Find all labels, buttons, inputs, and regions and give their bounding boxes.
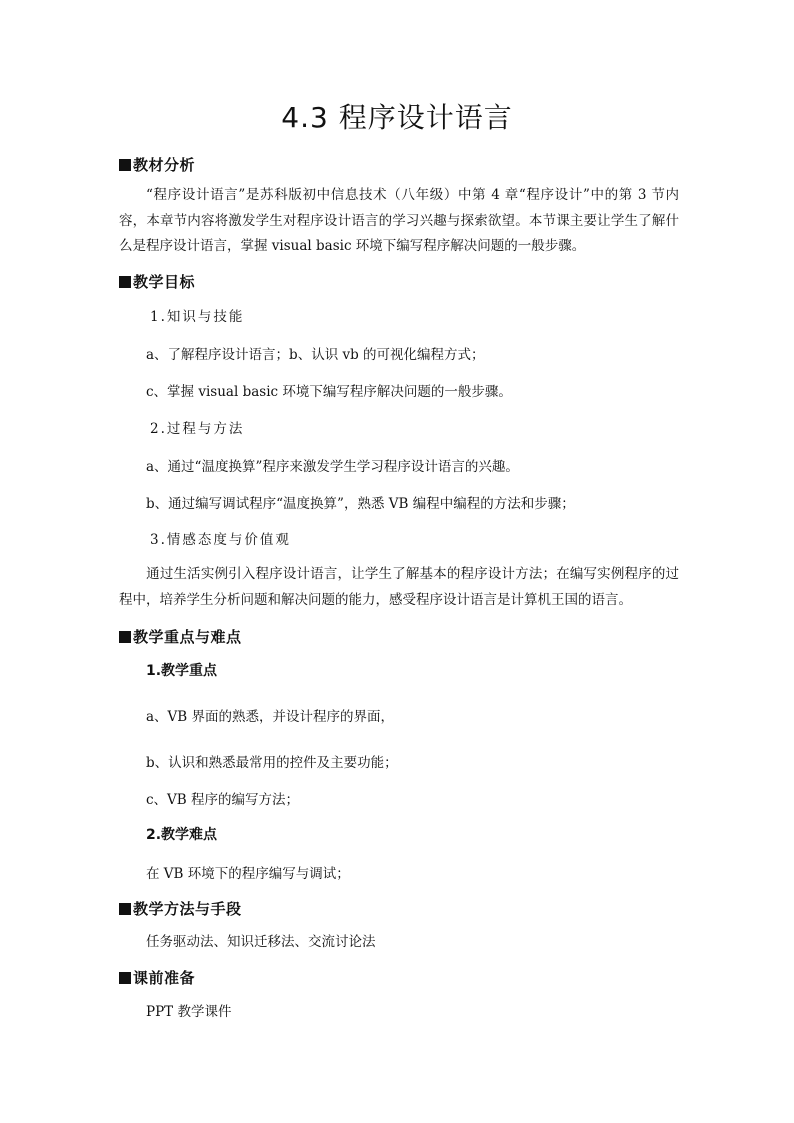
keypoints-item: b、认识和熟悉最常用的控件及主要功能； <box>146 755 398 771</box>
prep-text: PPT 教学课件 <box>146 1004 232 1020</box>
square-bullet-icon <box>119 972 131 984</box>
analysis-paragraph-text: “程序设计语言”是苏科版初中信息技术（八年级）中第 4 章“程序设计”中的第 3 节内容，本章节内容将激发学生对程序设计语言的学习兴趣与探索欲望。本节课主要让学生了解什么是程序设计语言，掌握 visual basic 环境下编写程序解决问题的一般步骤。 <box>119 187 679 254</box>
goals-item: b、通过编写调试程序“温度换算”，熟悉 VB 编程中编程的方法和步骤； <box>146 496 575 512</box>
section-heading-text: 教学方法与手段 <box>133 900 242 918</box>
square-bullet-icon <box>119 631 131 643</box>
analysis-paragraph <box>119 183 679 260</box>
section-heading-text: 教学重点与难点 <box>133 628 242 646</box>
keypoints-item: a、VB 界面的熟悉，并设计程序的界面， <box>146 709 395 725</box>
goals-item: a、通过“温度换算”程序来激发学生学习程序设计语言的兴趣。 <box>146 459 519 475</box>
section-heading-text: 课前准备 <box>133 969 196 987</box>
keypoints-item: 在 VB 环境下的程序编写与调试； <box>146 866 350 882</box>
goals-paragraph <box>119 562 679 613</box>
keypoints-sub-difficulty: 2.教学难点 <box>146 827 218 843</box>
section-heading-text: 教学目标 <box>133 273 196 291</box>
goals-item: c、掌握 visual basic 环境下编写程序解决问题的一般步骤。 <box>146 384 512 400</box>
goals-sub-process: 2.过程与方法 <box>150 421 245 437</box>
section-heading-goals <box>119 271 195 292</box>
section-heading-keypoints <box>119 626 242 647</box>
keypoints-sub-focus: 1.教学重点 <box>146 663 218 679</box>
section-heading-analysis <box>119 154 195 175</box>
document-title: 4.3 程序设计语言 <box>281 101 513 134</box>
keypoints-item: c、VB 程序的编写方法； <box>146 792 300 808</box>
section-heading-text: 教材分析 <box>133 156 196 174</box>
section-heading-prep <box>119 967 195 988</box>
square-bullet-icon <box>119 903 131 915</box>
goals-sub-attitude: 3.情感态度与价值观 <box>150 532 291 548</box>
goals-sub-knowledge: 1.知识与技能 <box>150 309 245 325</box>
square-bullet-icon <box>119 159 131 171</box>
square-bullet-icon <box>119 276 131 288</box>
methods-text: 任务驱动法、知识迁移法、交流讨论法 <box>146 934 376 950</box>
goals-item: a、了解程序设计语言；b、认识 vb 的可视化编程方式； <box>146 347 485 363</box>
goals-paragraph-text: 通过生活实例引入程序设计语言，让学生了解基本的程序设计方法；在编写实例程序的过程中，培养学生分析问题和解决问题的能力，感受程序设计语言是计算机王国的语言。 <box>119 566 679 608</box>
section-heading-methods <box>119 898 242 919</box>
